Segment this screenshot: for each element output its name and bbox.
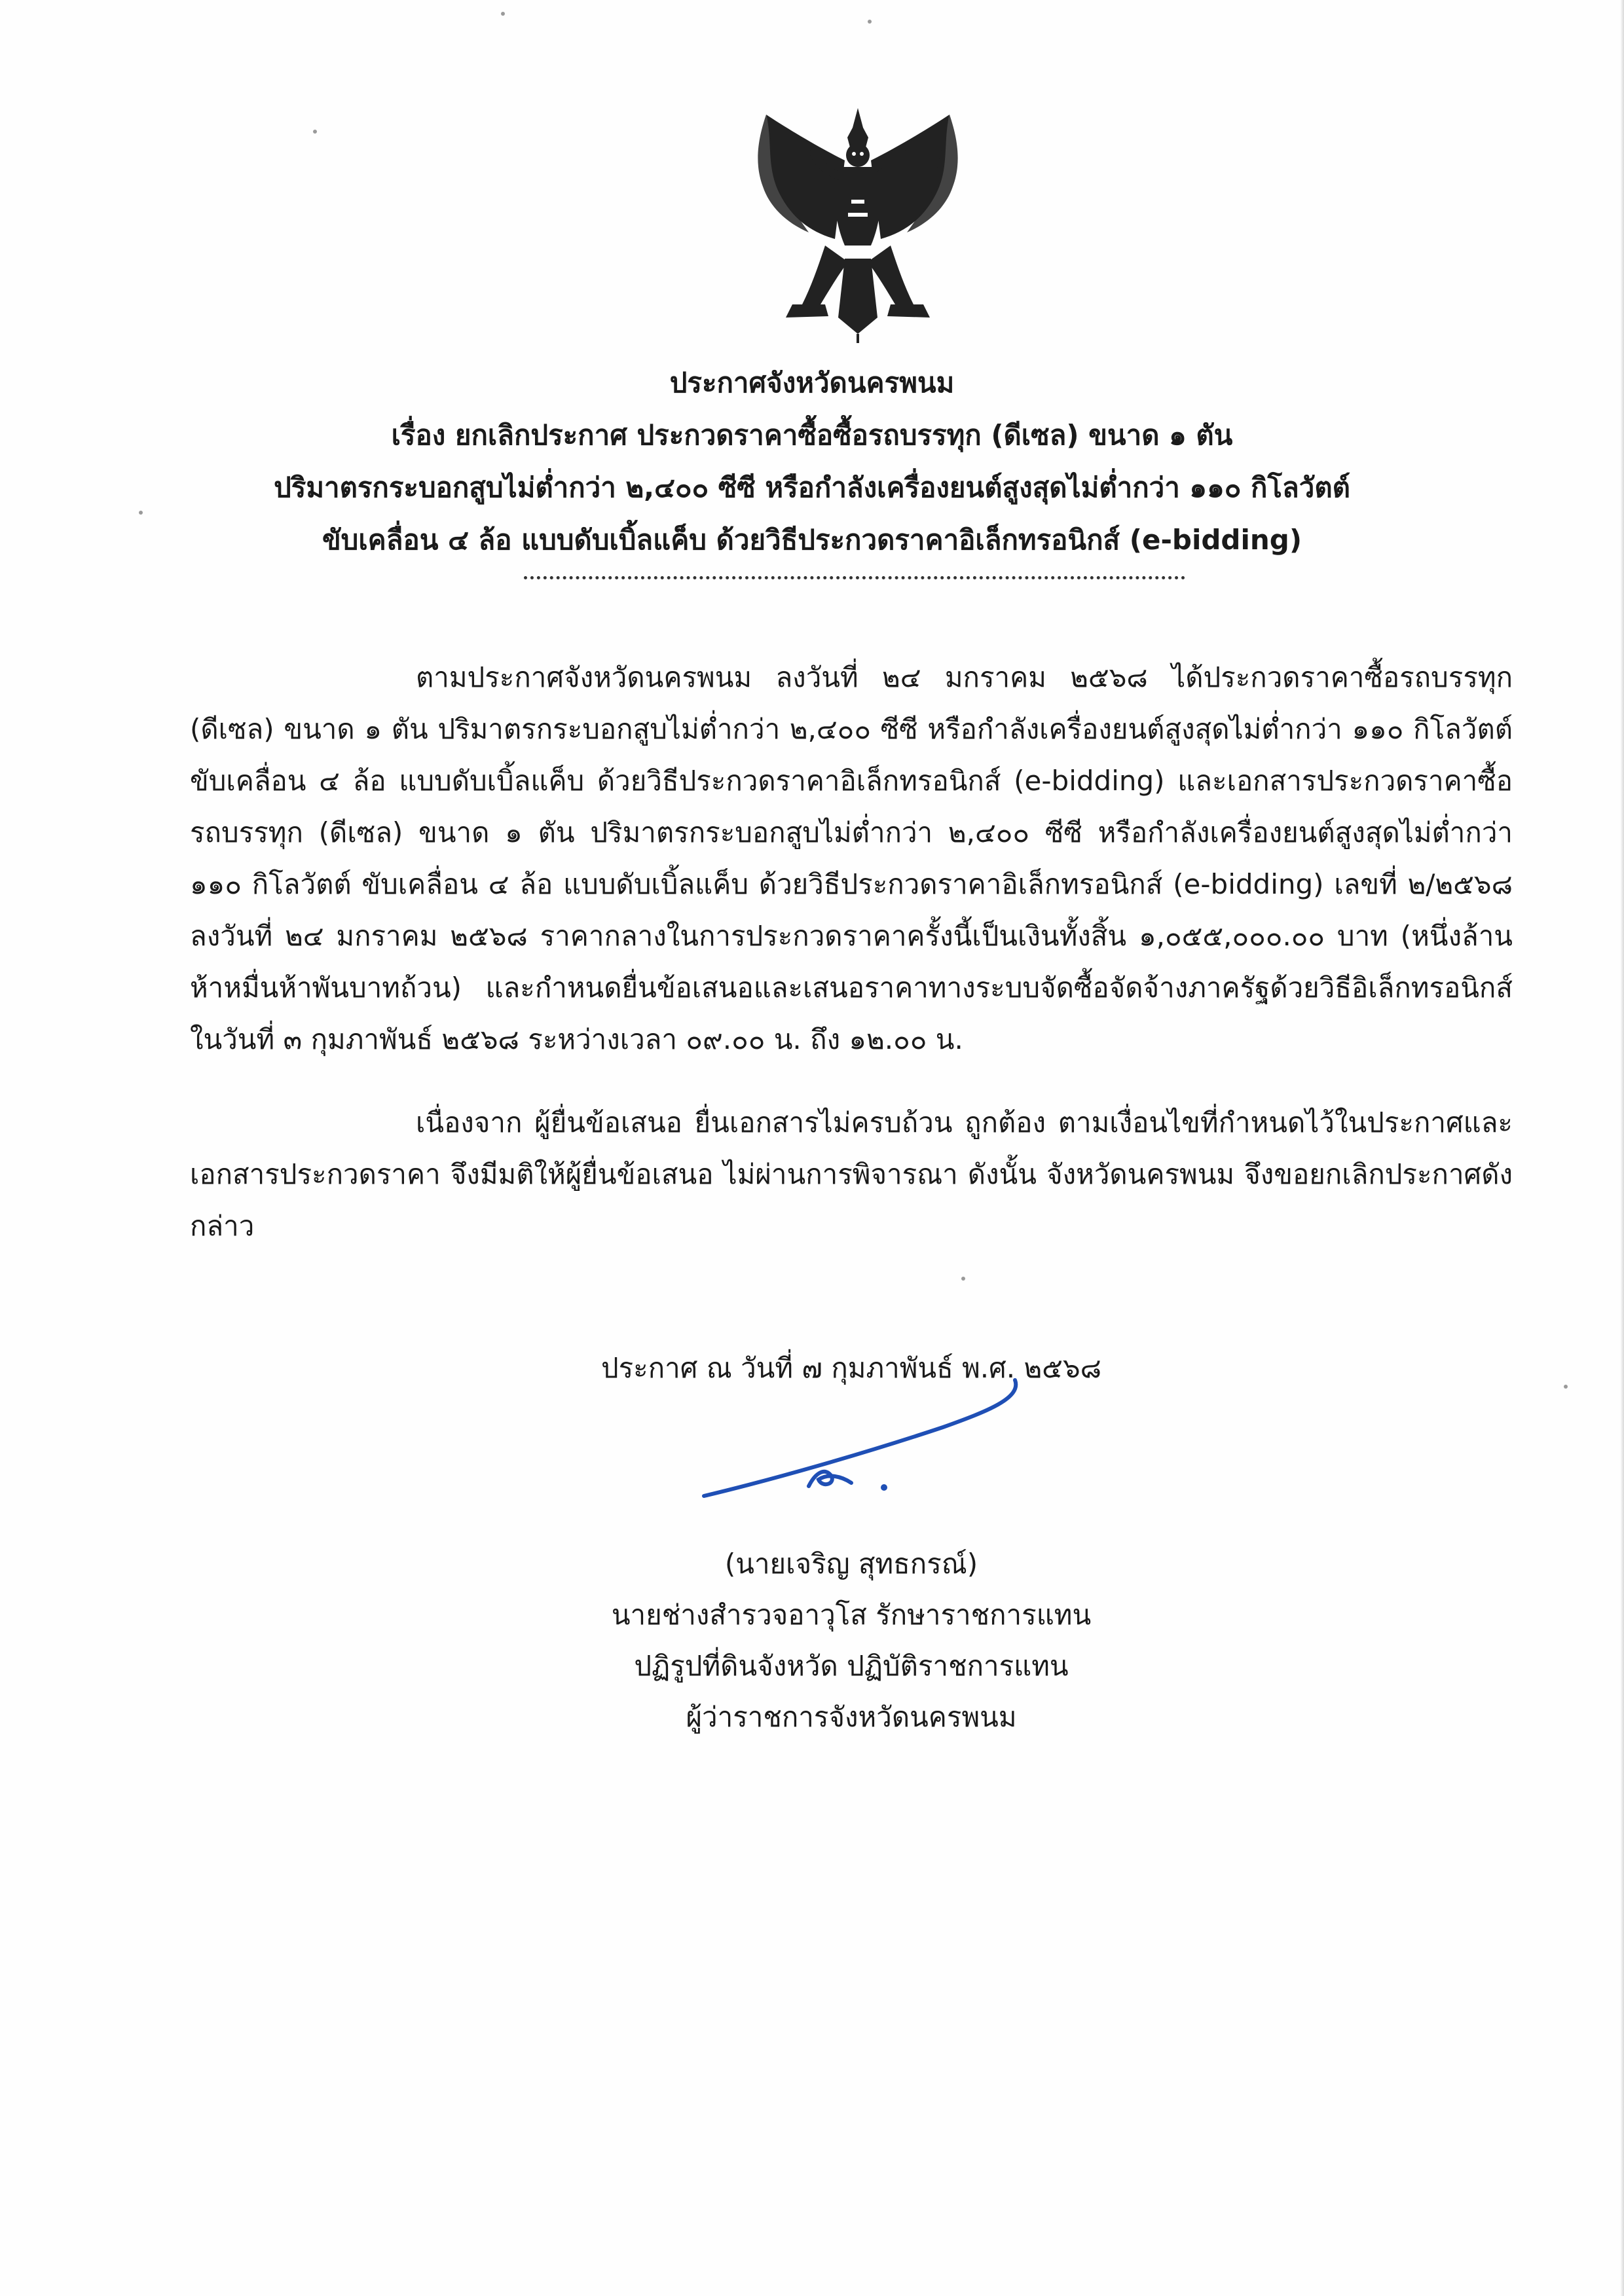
- scan-speck: [313, 130, 317, 134]
- scan-speck: [868, 20, 872, 24]
- signer-position: ผู้ว่าราชการจังหวัดนครพนม: [686, 1701, 1017, 1733]
- title-line: ปริมาตรกระบอกสูบไม่ต่ำกว่า ๒,๔๐๐ ซีซี หรือกำลังเครื่องยนต์สูงสุดไม่ต่ำกว่า ๑๑๐ กิโลวัตต์: [274, 471, 1350, 503]
- document-title: [131, 357, 1493, 566]
- scan-speck: [1564, 1385, 1568, 1389]
- signer-block: [458, 1539, 1244, 1743]
- body-paragraph: [190, 1097, 1513, 1252]
- body-paragraph: [190, 651, 1513, 1065]
- separator-rule: [524, 576, 1185, 587]
- paragraph-text: ตามประกาศจังหวัดนครพนม ลงวันที่ ๒๔ มกราคม ๒๕๖๘ ได้ประกวดราคาซื้อรถบรรทุก (ดีเซล) ขนาด ๑ ตัน ปริมาตรกระบอกสูบไม่ต่ำกว่า ๒,๔๐๐ ซีซี หรือกำลังเครื่องยนต์สูงสุดไม่ต่ำกว่า ๑๑๐ กิโลวัตต์ ขับเคลื่อน ๔ ล้อ แบบดับเบิ้ลแค็บ ด้วยวิธีประกวดราคาอิเล็กทรอนิกส์ (e-bidding) และเอกสารประกวดราคาซื้อรถบรรทุก (ดีเซล) ขนาด ๑ ตัน ปริมาตรกระบอกสูบไม่ต่ำกว่า ๒,๔๐๐ ซีซี หรือกำลังเครื่องยนต์สูงสุดไม่ต่ำกว่า ๑๑๐ กิโลวัตต์ ขับเคลื่อน ๔ ล้อ แบบดับเบิ้ลแค็บ ด้วยวิธีประกวดราคาอิเล็กทรอนิกส์ (e-bidding) เลขที่ ๒/๒๕๖๘ ลงวันที่ ๒๔ มกราคม ๒๕๖๘ ราคากลางในการประกวดราคาครั้งนี้เป็นเงินทั้งสิ้น ๑,๐๕๕,๐๐๐.๐๐ บาท (หนึ่งล้านห้าหมื่นห้าพันบาทถ้วน) และกำหนดยื่นข้อเสนอและเสนอราคาทางระบบจัดซื้อจัดจ้างภาครัฐด้วยวิธีอิเล็กทรอนิกส์ ในวันที่ ๓ กุมภาพันธ์ ๒๕๖๘ ระหว่างเวลา ๐๙.๐๐ น. ถึง ๑๒.๐๐ น.: [190, 661, 1513, 1055]
- title-line: ขับเคลื่อน ๔ ล้อ แบบดับเบิ้ลแค็บ ด้วยวิธีประกวดราคาอิเล็กทรอนิกส์ (e-bidding): [322, 524, 1302, 556]
- paragraph-text: เนื่องจาก ผู้ยื่นข้อเสนอ ยื่นเอกสารไม่ครบถ้วน ถูกต้อง ตามเงื่อนไขที่กำหนดไว้ในประกาศและเอกสารประกวดราคา จึงมีมติให้ผู้ยื่นข้อเสนอ ไม่ผ่านการพิจารณา ดังนั้น จังหวัดนครพนม จึงขอยกเลิกประกาศดังกล่าว: [190, 1106, 1513, 1242]
- signer-name: (นายเจริญ สุทธกรณ์): [724, 1548, 978, 1580]
- signature-mark: [694, 1375, 1035, 1519]
- title-line: เรื่อง ยกเลิกประกาศ ประกวดราคาซื้อซื้อรถบรรทุก (ดีเซล) ขนาด ๑ ตัน: [391, 419, 1233, 451]
- scan-speck: [501, 12, 505, 16]
- title-line: ประกาศจังหวัดนครพนม: [669, 367, 955, 399]
- scan-edge: [1620, 0, 1624, 2296]
- signer-position: นายช่างสำรวจอาวุโส รักษาราชการแทน: [611, 1599, 1092, 1631]
- signer-position: ปฏิรูปที่ดินจังหวัด ปฏิบัติราชการแทน: [634, 1650, 1069, 1682]
- scan-speck: [961, 1277, 965, 1281]
- announce-date: ประกาศ ณ วันที่ ๗ กุมภาพันธ์ พ.ศ. ๒๕๖๘: [600, 1352, 1102, 1384]
- garuda-emblem-icon: [747, 108, 969, 344]
